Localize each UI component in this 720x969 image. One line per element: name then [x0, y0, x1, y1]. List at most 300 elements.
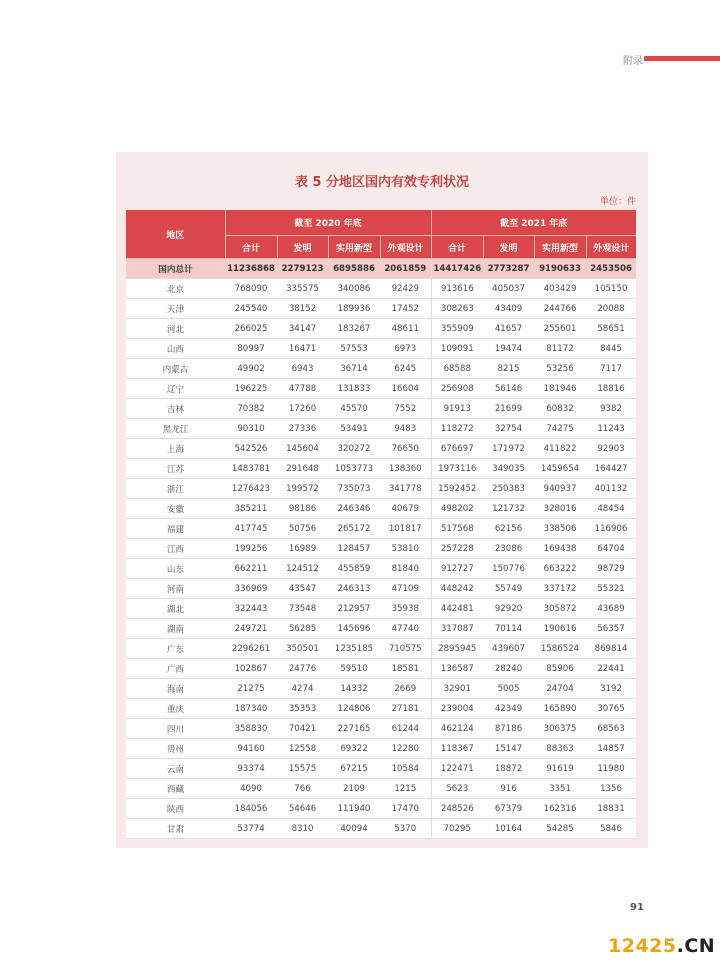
table-row — [126, 819, 636, 839]
value-cell: 16471 — [277, 339, 328, 359]
value-cell: 102867 — [225, 659, 277, 679]
value-cell: 48611 — [380, 319, 431, 339]
total-row — [126, 259, 636, 279]
value-cell: 14417426 — [431, 259, 483, 279]
value-cell: 34147 — [277, 319, 328, 339]
value-cell: 2773287 — [483, 259, 534, 279]
region-cell: 福建 — [126, 519, 225, 539]
value-cell: 940937 — [534, 479, 586, 499]
value-cell: 4274 — [277, 679, 328, 699]
table-row — [126, 339, 636, 359]
value-cell: 58651 — [586, 319, 636, 339]
value-cell: 12280 — [380, 739, 431, 759]
value-cell: 21275 — [225, 679, 277, 699]
value-cell: 335575 — [277, 279, 328, 299]
value-cell: 56357 — [586, 619, 636, 639]
value-cell: 9190633 — [534, 259, 586, 279]
region-header: 地区 — [126, 210, 225, 259]
value-cell: 98729 — [586, 559, 636, 579]
region-cell: 广东 — [126, 639, 225, 659]
value-cell: 32901 — [431, 679, 483, 699]
value-cell: 48454 — [586, 499, 636, 519]
value-cell: 24704 — [534, 679, 586, 699]
region-cell: 山东 — [126, 559, 225, 579]
value-cell: 64704 — [586, 539, 636, 559]
value-cell: 11236868 — [225, 259, 277, 279]
value-cell: 189936 — [328, 299, 380, 319]
table-row — [126, 659, 636, 679]
value-cell: 255601 — [534, 319, 586, 339]
region-cell: 贵州 — [126, 739, 225, 759]
table-row — [126, 439, 636, 459]
value-cell: 118367 — [431, 739, 483, 759]
patent-table — [126, 210, 636, 839]
table-row — [126, 499, 636, 519]
value-cell: 199572 — [277, 479, 328, 499]
value-cell: 317087 — [431, 619, 483, 639]
value-cell: 111940 — [328, 799, 380, 819]
table-row — [126, 639, 636, 659]
value-cell: 6245 — [380, 359, 431, 379]
value-cell: 30765 — [586, 699, 636, 719]
value-cell: 55321 — [586, 579, 636, 599]
table-row — [126, 539, 636, 559]
value-cell: 42349 — [483, 699, 534, 719]
watermark-suffix: .CN — [676, 935, 716, 957]
table-panel — [116, 152, 648, 848]
value-cell: 90310 — [225, 419, 277, 439]
value-cell: 448242 — [431, 579, 483, 599]
value-cell: 768090 — [225, 279, 277, 299]
value-cell: 5846 — [586, 819, 636, 839]
value-cell: 2279123 — [277, 259, 328, 279]
table-row — [126, 739, 636, 759]
region-cell: 湖北 — [126, 599, 225, 619]
value-cell: 350501 — [277, 639, 328, 659]
region-cell: 云南 — [126, 759, 225, 779]
value-cell: 124512 — [277, 559, 328, 579]
value-cell: 663222 — [534, 559, 586, 579]
value-cell: 676697 — [431, 439, 483, 459]
value-cell: 122471 — [431, 759, 483, 779]
value-cell: 162316 — [534, 799, 586, 819]
region-cell: 江苏 — [126, 459, 225, 479]
value-cell: 9382 — [586, 399, 636, 419]
table-unit: 单位：件 — [599, 197, 636, 207]
value-cell: 169438 — [534, 539, 586, 559]
value-cell: 8215 — [483, 359, 534, 379]
section-label: 附录 — [623, 56, 643, 67]
value-cell: 55749 — [483, 579, 534, 599]
value-cell: 265172 — [328, 519, 380, 539]
value-cell: 5005 — [483, 679, 534, 699]
value-cell: 16989 — [277, 539, 328, 559]
value-cell: 183267 — [328, 319, 380, 339]
value-cell: 245540 — [225, 299, 277, 319]
region-cell: 四川 — [126, 719, 225, 739]
value-cell: 40679 — [380, 499, 431, 519]
table-title: 表 5 分地区国内有效专利状况 — [294, 175, 470, 190]
value-cell: 50756 — [277, 519, 328, 539]
value-cell: 7552 — [380, 399, 431, 419]
group-header-2020: 截至 2020 年底 — [225, 210, 431, 236]
value-cell: 199256 — [225, 539, 277, 559]
value-cell: 92920 — [483, 599, 534, 619]
value-cell: 6895886 — [328, 259, 380, 279]
value-cell: 56146 — [483, 379, 534, 399]
value-cell: 322443 — [225, 599, 277, 619]
column-header: 实用新型 — [328, 236, 380, 259]
value-cell: 385211 — [225, 499, 277, 519]
value-cell: 15575 — [277, 759, 328, 779]
value-cell: 6943 — [277, 359, 328, 379]
value-cell: 54285 — [534, 819, 586, 839]
column-header: 发明 — [483, 236, 534, 259]
value-cell: 118272 — [431, 419, 483, 439]
value-cell: 2895945 — [431, 639, 483, 659]
value-cell: 7117 — [586, 359, 636, 379]
value-cell: 355909 — [431, 319, 483, 339]
value-cell: 405037 — [483, 279, 534, 299]
value-cell: 47109 — [380, 579, 431, 599]
value-cell: 68588 — [431, 359, 483, 379]
value-cell: 248526 — [431, 799, 483, 819]
value-cell: 8310 — [277, 819, 328, 839]
value-cell: 94160 — [225, 739, 277, 759]
table-row — [126, 399, 636, 419]
value-cell: 244766 — [534, 299, 586, 319]
value-cell: 70382 — [225, 399, 277, 419]
region-cell: 重庆 — [126, 699, 225, 719]
value-cell: 54646 — [277, 799, 328, 819]
value-cell: 91619 — [534, 759, 586, 779]
value-cell: 869814 — [586, 639, 636, 659]
page-number: 91 — [630, 902, 644, 913]
value-cell: 184056 — [225, 799, 277, 819]
value-cell: 11243 — [586, 419, 636, 439]
value-cell: 320272 — [328, 439, 380, 459]
value-cell: 38152 — [277, 299, 328, 319]
value-cell: 35938 — [380, 599, 431, 619]
region-cell: 国内总计 — [126, 259, 225, 279]
region-cell: 黑龙江 — [126, 419, 225, 439]
value-cell: 411822 — [534, 439, 586, 459]
region-cell: 北京 — [126, 279, 225, 299]
region-cell: 西藏 — [126, 779, 225, 799]
value-cell: 766 — [277, 779, 328, 799]
value-cell: 187340 — [225, 699, 277, 719]
column-header: 外观设计 — [586, 236, 636, 259]
group-header-2021: 截至 2021 年底 — [431, 210, 636, 236]
region-cell: 浙江 — [126, 479, 225, 499]
value-cell: 145696 — [328, 619, 380, 639]
value-cell: 19474 — [483, 339, 534, 359]
value-cell: 101817 — [380, 519, 431, 539]
value-cell: 1053773 — [328, 459, 380, 479]
value-cell: 1215 — [380, 779, 431, 799]
value-cell: 20088 — [586, 299, 636, 319]
table-row — [126, 299, 636, 319]
watermark-logo — [608, 935, 715, 957]
value-cell: 417745 — [225, 519, 277, 539]
column-header: 实用新型 — [534, 236, 586, 259]
table-row — [126, 719, 636, 739]
section-accent-bar — [644, 56, 720, 61]
value-cell: 246346 — [328, 499, 380, 519]
value-cell: 91913 — [431, 399, 483, 419]
value-cell: 45570 — [328, 399, 380, 419]
region-cell: 广西 — [126, 659, 225, 679]
value-cell: 249721 — [225, 619, 277, 639]
value-cell: 403429 — [534, 279, 586, 299]
region-cell: 内蒙古 — [126, 359, 225, 379]
table-row — [126, 579, 636, 599]
value-cell: 442481 — [431, 599, 483, 619]
value-cell: 246313 — [328, 579, 380, 599]
value-cell: 138360 — [380, 459, 431, 479]
value-cell: 1592452 — [431, 479, 483, 499]
table-row — [126, 759, 636, 779]
value-cell: 80997 — [225, 339, 277, 359]
table-row — [126, 679, 636, 699]
value-cell: 6973 — [380, 339, 431, 359]
value-cell: 53256 — [534, 359, 586, 379]
value-cell: 16604 — [380, 379, 431, 399]
value-cell: 10164 — [483, 819, 534, 839]
value-cell: 15147 — [483, 739, 534, 759]
value-cell: 49902 — [225, 359, 277, 379]
value-cell: 358830 — [225, 719, 277, 739]
value-cell: 341778 — [380, 479, 431, 499]
value-cell: 227165 — [328, 719, 380, 739]
region-cell: 河南 — [126, 579, 225, 599]
value-cell: 305872 — [534, 599, 586, 619]
value-cell: 710575 — [380, 639, 431, 659]
value-cell: 21699 — [483, 399, 534, 419]
value-cell: 70114 — [483, 619, 534, 639]
value-cell: 3192 — [586, 679, 636, 699]
value-cell: 56285 — [277, 619, 328, 639]
value-cell: 2061859 — [380, 259, 431, 279]
value-cell: 916 — [483, 779, 534, 799]
value-cell: 81172 — [534, 339, 586, 359]
value-cell: 70295 — [431, 819, 483, 839]
value-cell: 22441 — [586, 659, 636, 679]
value-cell: 3351 — [534, 779, 586, 799]
value-cell: 196225 — [225, 379, 277, 399]
value-cell: 43689 — [586, 599, 636, 619]
value-cell: 105150 — [586, 279, 636, 299]
table-row — [126, 319, 636, 339]
value-cell: 340086 — [328, 279, 380, 299]
value-cell: 145604 — [277, 439, 328, 459]
value-cell: 1586524 — [534, 639, 586, 659]
value-cell: 337172 — [534, 579, 586, 599]
table-row — [126, 479, 636, 499]
value-cell: 47788 — [277, 379, 328, 399]
value-cell: 32754 — [483, 419, 534, 439]
value-cell: 61244 — [380, 719, 431, 739]
value-cell: 735073 — [328, 479, 380, 499]
value-cell: 57553 — [328, 339, 380, 359]
value-cell: 92429 — [380, 279, 431, 299]
watermark-number: 12425 — [608, 935, 677, 957]
region-cell: 安徽 — [126, 499, 225, 519]
value-cell: 5623 — [431, 779, 483, 799]
value-cell: 27181 — [380, 699, 431, 719]
value-cell: 92903 — [586, 439, 636, 459]
column-header: 合计 — [225, 236, 277, 259]
value-cell: 69322 — [328, 739, 380, 759]
value-cell: 81840 — [380, 559, 431, 579]
value-cell: 266025 — [225, 319, 277, 339]
value-cell: 109091 — [431, 339, 483, 359]
value-cell: 171972 — [483, 439, 534, 459]
value-cell: 498202 — [431, 499, 483, 519]
value-cell: 190616 — [534, 619, 586, 639]
value-cell: 28240 — [483, 659, 534, 679]
value-cell: 1459654 — [534, 459, 586, 479]
value-cell: 87186 — [483, 719, 534, 739]
value-cell: 336969 — [225, 579, 277, 599]
value-cell: 165890 — [534, 699, 586, 719]
region-cell: 山西 — [126, 339, 225, 359]
value-cell: 662211 — [225, 559, 277, 579]
value-cell: 14857 — [586, 739, 636, 759]
value-cell: 4090 — [225, 779, 277, 799]
value-cell: 85906 — [534, 659, 586, 679]
value-cell: 40094 — [328, 819, 380, 839]
value-cell: 308263 — [431, 299, 483, 319]
region-cell: 河北 — [126, 319, 225, 339]
region-cell: 辽宁 — [126, 379, 225, 399]
column-header: 外观设计 — [380, 236, 431, 259]
region-cell: 陕西 — [126, 799, 225, 819]
value-cell: 116906 — [586, 519, 636, 539]
value-cell: 8445 — [586, 339, 636, 359]
value-cell: 74275 — [534, 419, 586, 439]
value-cell: 17452 — [380, 299, 431, 319]
value-cell: 17260 — [277, 399, 328, 419]
value-cell: 181946 — [534, 379, 586, 399]
value-cell: 36714 — [328, 359, 380, 379]
value-cell: 136587 — [431, 659, 483, 679]
value-cell: 73548 — [277, 599, 328, 619]
value-cell: 53774 — [225, 819, 277, 839]
value-cell: 328016 — [534, 499, 586, 519]
value-cell: 68563 — [586, 719, 636, 739]
value-cell: 93374 — [225, 759, 277, 779]
value-cell: 239004 — [431, 699, 483, 719]
value-cell: 349035 — [483, 459, 534, 479]
value-cell: 517568 — [431, 519, 483, 539]
table-row — [126, 279, 636, 299]
table-row — [126, 599, 636, 619]
value-cell: 35353 — [277, 699, 328, 719]
value-cell: 41657 — [483, 319, 534, 339]
table-row — [126, 359, 636, 379]
region-cell: 海南 — [126, 679, 225, 699]
value-cell: 150776 — [483, 559, 534, 579]
value-cell: 18872 — [483, 759, 534, 779]
region-cell: 甘肃 — [126, 819, 225, 839]
value-cell: 62156 — [483, 519, 534, 539]
value-cell: 542526 — [225, 439, 277, 459]
table-row — [126, 459, 636, 479]
value-cell: 462124 — [431, 719, 483, 739]
value-cell: 14332 — [328, 679, 380, 699]
value-cell: 43409 — [483, 299, 534, 319]
value-cell: 67379 — [483, 799, 534, 819]
table-row — [126, 799, 636, 819]
value-cell: 24776 — [277, 659, 328, 679]
value-cell: 2453506 — [586, 259, 636, 279]
value-cell: 2296261 — [225, 639, 277, 659]
region-cell: 湖南 — [126, 619, 225, 639]
region-cell: 天津 — [126, 299, 225, 319]
value-cell: 1235185 — [328, 639, 380, 659]
table-row — [126, 619, 636, 639]
value-cell: 9483 — [380, 419, 431, 439]
value-cell: 10584 — [380, 759, 431, 779]
table-row — [126, 419, 636, 439]
value-cell: 1276423 — [225, 479, 277, 499]
value-cell: 53810 — [380, 539, 431, 559]
value-cell: 401132 — [586, 479, 636, 499]
region-cell: 吉林 — [126, 399, 225, 419]
value-cell: 98186 — [277, 499, 328, 519]
value-cell: 121732 — [483, 499, 534, 519]
column-header: 合计 — [431, 236, 483, 259]
value-cell: 250383 — [483, 479, 534, 499]
value-cell: 11980 — [586, 759, 636, 779]
value-cell: 128457 — [328, 539, 380, 559]
table-row — [126, 779, 636, 799]
value-cell: 18581 — [380, 659, 431, 679]
value-cell: 47740 — [380, 619, 431, 639]
value-cell: 2669 — [380, 679, 431, 699]
value-cell: 912727 — [431, 559, 483, 579]
value-cell: 12558 — [277, 739, 328, 759]
region-cell: 上海 — [126, 439, 225, 459]
table-row — [126, 519, 636, 539]
value-cell: 67215 — [328, 759, 380, 779]
value-cell: 59510 — [328, 659, 380, 679]
value-cell: 88363 — [534, 739, 586, 759]
table-row — [126, 699, 636, 719]
value-cell: 1483781 — [225, 459, 277, 479]
value-cell: 2109 — [328, 779, 380, 799]
table-row — [126, 559, 636, 579]
value-cell: 27336 — [277, 419, 328, 439]
value-cell: 53491 — [328, 419, 380, 439]
value-cell: 455859 — [328, 559, 380, 579]
value-cell: 439607 — [483, 639, 534, 659]
value-cell: 131833 — [328, 379, 380, 399]
value-cell: 5370 — [380, 819, 431, 839]
value-cell: 70421 — [277, 719, 328, 739]
value-cell: 257228 — [431, 539, 483, 559]
value-cell: 23086 — [483, 539, 534, 559]
value-cell: 18831 — [586, 799, 636, 819]
value-cell: 60832 — [534, 399, 586, 419]
value-cell: 43547 — [277, 579, 328, 599]
value-cell: 17470 — [380, 799, 431, 819]
value-cell: 913616 — [431, 279, 483, 299]
region-cell: 江西 — [126, 539, 225, 559]
value-cell: 164427 — [586, 459, 636, 479]
value-cell: 1973116 — [431, 459, 483, 479]
